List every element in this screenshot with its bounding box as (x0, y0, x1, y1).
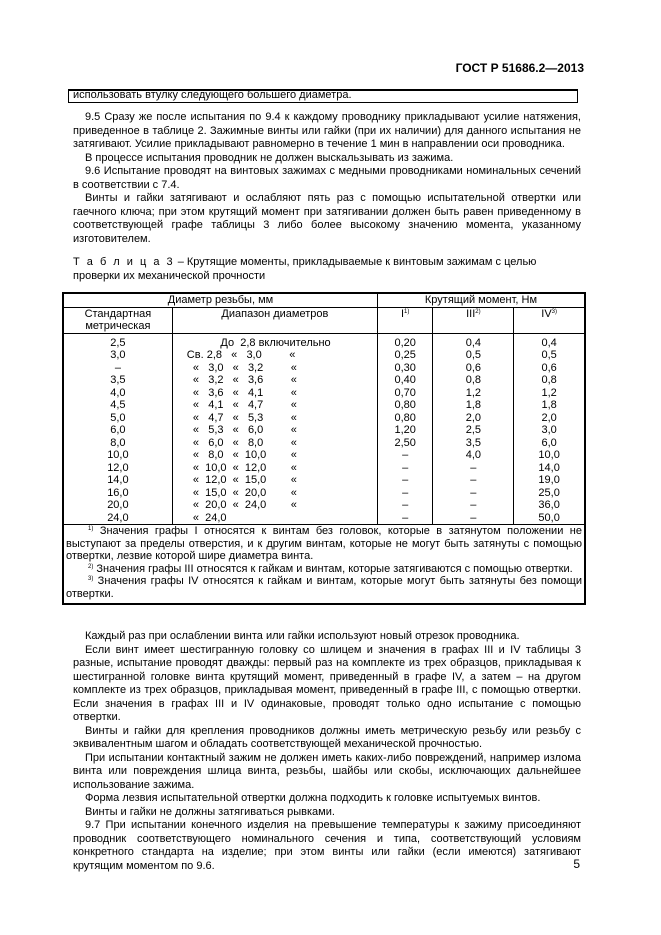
table-caption-label: Т а б л и ц а 3 (73, 256, 175, 268)
cell-torque-I: 0,80 (377, 412, 432, 425)
cell-torque-IV: 50,0 (514, 512, 585, 525)
cell-torque-III: 0,4 (433, 333, 514, 349)
table-row (63, 399, 585, 412)
cell-diameter-range: « 10,0 « 12,0 « (172, 462, 377, 475)
torque-table (62, 292, 586, 605)
table-row (63, 487, 585, 500)
table-notes: $^{1)}$ Значения графы I относятся к винтам без головок, которые в затянутом положении не выступают за пределы отверстия, и к другим винтам, которые не могут быть затянуты с помощью отвертки, лезвие которой шире диаметра винта. $^{2)}$ Значения графы III относятся к гайкам и винтам, которые затягиваются с помощью отвертки. $^{3)}$ Значения графы IV относятся к гайкам и винтам, которые могут быть затянуты без помощи отвертки. (63, 525, 585, 605)
cell-standard-diameter: 16,0 (107, 486, 129, 499)
cell-diameter-range: « 15,0 « 20,0 « (172, 487, 377, 500)
cell-torque-I: 0,25 (377, 349, 432, 362)
cell-diameter-range: « 4,7 « 5,3 « (172, 412, 377, 425)
cell-torque-III: 0,5 (433, 349, 514, 362)
cell-torque-IV: 36,0 (514, 499, 585, 512)
cell-standard-diameter: 3,5 (110, 374, 126, 386)
paragraph-9-7: 9.7 При испытании конечного изделия на превышение температуры к зажиму присоединяют проводник соответствующего номинального сечения и типа, соответствующий условиям конкретного стандарта на изделие; при этом винты или гайки (если имеются) затягивают крутящим моментом по 9.6. (73, 819, 581, 872)
cell-standard-diameter: 10,0 (107, 449, 129, 461)
cell-standard-diameter: 24,0 (107, 511, 129, 524)
note-3: Значения графы IV относятся к гайкам и винтам, которые могут быть затянуты без помощи отвертки. (66, 575, 582, 600)
cell-standard-diameter: 6,0 (110, 424, 126, 436)
cell-torque-III: 1,8 (433, 399, 514, 412)
cell-torque-I: – (377, 499, 432, 512)
cell-torque-III: – (433, 512, 514, 525)
cell-standard-diameter: 2,5 (110, 336, 126, 349)
cell-diameter-range: « 12,0 « 15,0 « (172, 474, 377, 487)
document-code: ГОСТ Р 51686.2—2013 (455, 61, 584, 75)
cell-torque-III: 4,0 (433, 449, 514, 462)
paragraphs-top (73, 111, 581, 246)
table-row (63, 462, 585, 475)
cell-torque-IV: 2,0 (514, 412, 585, 425)
table-row (63, 437, 585, 450)
cell-torque-I: – (377, 487, 432, 500)
cell-diameter-range: « 3,6 « 4,1 « (172, 387, 377, 400)
cell-torque-I: – (377, 449, 432, 462)
paragraph: Винты и гайки затягивают и ослабляют пять раз с помощью испытательной отвертки или гаечного ключа; при этом крутящий момент при затягивании должен быть равен приведенному в соответствующей графе таблицы 3 либо более высокому значению момента, указанному изготовителем. (73, 192, 581, 245)
cell-torque-IV: 0,8 (514, 374, 585, 387)
cell-torque-I: 0,70 (377, 387, 432, 400)
cell-torque-IV: 6,0 (514, 437, 585, 450)
cell-torque-III: 2,0 (433, 412, 514, 425)
cell-torque-III: 0,6 (433, 362, 514, 375)
cell-standard-diameter: 12,0 (107, 461, 129, 474)
cell-torque-IV: 1,8 (514, 399, 585, 412)
cell-torque-I: – (377, 474, 432, 487)
header-diameter: Диаметр резьбы, мм (63, 293, 377, 307)
paragraph: Каждый раз при ослаблении винта или гайки используют новый отрезок проводника. (85, 630, 520, 642)
cell-diameter-range: До 2,8 включительно (172, 333, 377, 349)
cell-standard-diameter: 4,0 (110, 386, 126, 399)
cell-diameter-range: Св. 2,8 « 3,0 « (172, 349, 377, 362)
paragraph: Винты и гайки не должны затягиваться рывками. (85, 805, 335, 818)
cell-torque-I: 0,80 (377, 399, 432, 412)
cell-diameter-range: « 8,0 « 10,0 « (172, 449, 377, 462)
cell-diameter-range: « 3,2 « 3,6 « (172, 374, 377, 387)
cell-torque-III: – (433, 487, 514, 500)
table-row (63, 349, 585, 362)
cell-standard-diameter: 5,0 (110, 411, 126, 424)
cell-torque-IV: 25,0 (514, 487, 585, 500)
cell-torque-IV: 0,5 (514, 349, 585, 362)
cell-torque-IV: 0,4 (514, 333, 585, 349)
header-torque: Крутящий момент, Нм (377, 293, 585, 307)
table-caption-text: – Крутящие моменты, прикладываемые к винтовым зажимам с целью проверки их механической прочности (73, 256, 537, 282)
cell-torque-IV: 1,2 (514, 387, 585, 400)
cell-torque-III: – (433, 462, 514, 475)
table-row (63, 362, 585, 375)
cell-torque-I: 0,30 (377, 362, 432, 375)
header-col-III: III$^{2)}$ (433, 307, 514, 333)
table-row (63, 387, 585, 400)
cell-diameter-range: « 5,3 « 6,0 « (172, 424, 377, 437)
cell-torque-III: 1,2 (433, 387, 514, 400)
cell-torque-IV: 19,0 (514, 474, 585, 487)
cell-torque-IV: 14,0 (514, 462, 585, 475)
cell-standard-diameter: 8,0 (110, 436, 126, 449)
note-1: Значения графы I относятся к винтам без головок, которые в затянутом положении не выступают за пределы отверстия, и к другим винтам, которые не могут быть затянуты с помощью отвертки, лезвие которой шире диаметра винта. (66, 525, 582, 562)
table-caption (73, 256, 581, 283)
paragraph: В процессе испытания проводник не должен выскальзывать из зажима. (85, 151, 454, 164)
table-row (63, 333, 585, 349)
note-2: Значения графы III относятся к гайкам и винтам, которые затягиваются с помощью отвертки. (96, 562, 573, 575)
table-row (63, 512, 585, 525)
cell-torque-IV: 3,0 (514, 424, 585, 437)
cell-torque-III: 2,5 (433, 424, 514, 437)
table-row (63, 412, 585, 425)
header-col-I: $I^{1)}$ (377, 307, 432, 333)
cell-torque-I: – (377, 462, 432, 475)
paragraph-9-6: 9.6 Испытание проводят на винтовых зажимах с медными проводниками номинальных сечений в соответствии с 7.4. (73, 165, 581, 191)
paragraphs-bottom (73, 630, 581, 873)
header-standard: Стандартная метрическая (63, 307, 172, 333)
cell-torque-III: 0,8 (433, 374, 514, 387)
cell-torque-IV: 0,6 (514, 362, 585, 375)
page-number: 5 (573, 857, 580, 871)
cell-standard-diameter: – (114, 361, 121, 374)
table-row (63, 424, 585, 437)
cell-diameter-range: « 20,0 « 24,0 « (172, 499, 377, 512)
cell-diameter-range: « 4,1 « 4,7 « (172, 399, 377, 412)
cell-diameter-range: « 24,0 (172, 512, 377, 525)
paragraph-9-5: 9.5 Сразу же после испытания по 9.4 к каждому проводнику прикладывают усилие натяжения, приведенное в таблице 2. Зажимные винты или гайки (при их наличии) для данного испытания не затягивают. Усилие прикладывают равномерно в течение 1 мин в направлении оси проводника. (73, 111, 581, 150)
cell-torque-IV: 10,0 (514, 449, 585, 462)
cell-torque-III: – (433, 474, 514, 487)
boxed-text: использовать втулку следующего большего диаметра. (68, 89, 578, 103)
table-body (63, 333, 585, 525)
cell-torque-I: 2,50 (377, 437, 432, 450)
table-row (63, 449, 585, 462)
header-range: Диапазон диаметров (172, 307, 377, 333)
cell-standard-diameter: 14,0 (107, 474, 129, 486)
header-col-IV: IV$^{3)}$ (514, 307, 585, 333)
cell-torque-I: – (377, 512, 432, 525)
paragraph: Винты и гайки для крепления проводников должны иметь метрическую резьбу или резьбу с эквивалентным шагом и обладать соответствующей механической прочностью. (73, 724, 581, 750)
table-row (63, 474, 585, 487)
cell-torque-III: 3,5 (433, 437, 514, 450)
cell-torque-III: – (433, 499, 514, 512)
cell-torque-I: 0,20 (377, 333, 432, 349)
paragraph: При испытании контактный зажим не должен иметь каких-либо повреждений, например излома винта или повреждения шлица винта, резьбы, шайбы или скобы, исключающих дальнейшее использование зажима. (73, 751, 581, 791)
paragraph: Форма лезвия испытательной отвертки должна подходить к головке испытуемых винтов. (85, 792, 541, 804)
cell-standard-diameter: 4,5 (110, 399, 126, 411)
cell-diameter-range: « 6,0 « 8,0 « (172, 437, 377, 450)
paragraph: Если винт имеет шестигранную головку со шлицем и значения в графах III и IV таблицы 3 разные, испытание проводят дважды: первый раз на комплекте из трех образцов, прикладывая к шестигранной головке винта крутящий момент, приведенный в графе IV, а затем – на другом комплекте из трех образцов, прикладывая момент, приведенный в графе III, с помощью отвертки. Если значения в графах III и IV одинаковые, проводят только одно испытание с помощью отвертки. (73, 643, 581, 723)
cell-diameter-range: « 3,0 « 3,2 « (172, 362, 377, 375)
table-row (63, 374, 585, 387)
table-row (63, 499, 585, 512)
cell-standard-diameter: 3,0 (110, 349, 126, 361)
cell-torque-I: 0,40 (377, 374, 432, 387)
cell-standard-diameter: 20,0 (107, 499, 129, 511)
cell-torque-I: 1,20 (377, 424, 432, 437)
